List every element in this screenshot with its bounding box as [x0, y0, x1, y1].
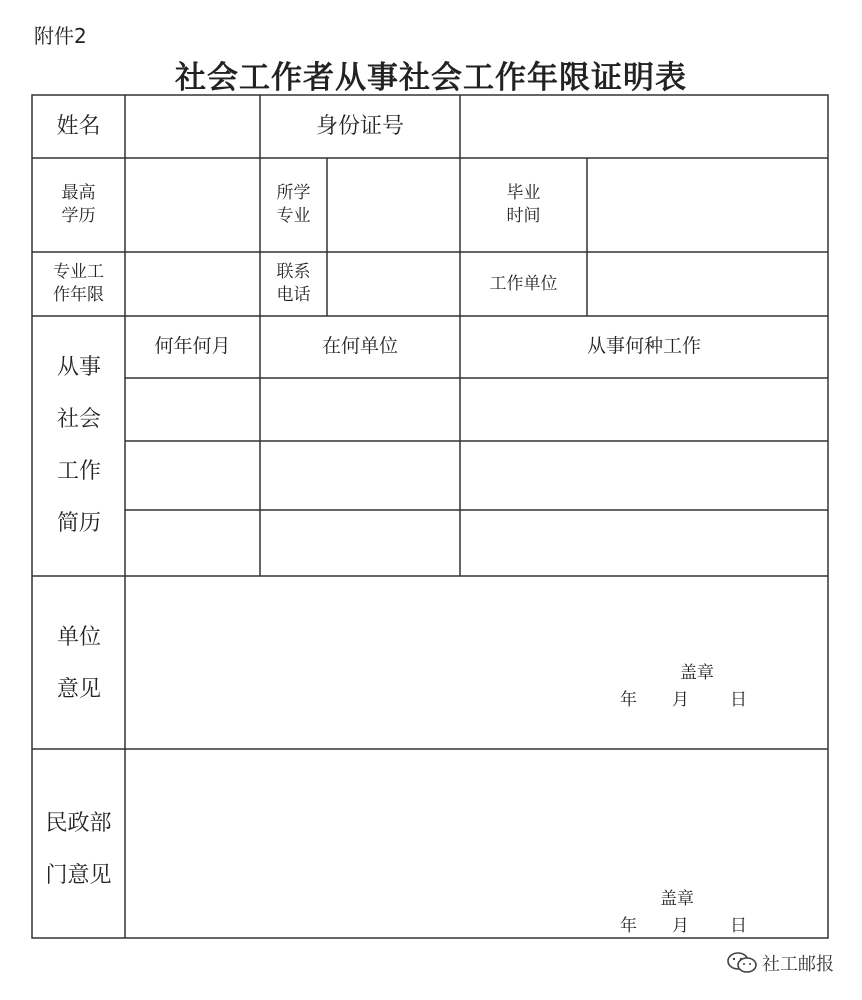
id-number-field[interactable] [460, 95, 828, 158]
watermark [726, 950, 834, 976]
civil-affairs-year-label: 年 [620, 916, 637, 936]
history-col-date: 何年何月 [154, 335, 231, 358]
history-section-label: 从事 社会 工作 简历 [56, 355, 101, 536]
civil-affairs-opinion-field[interactable] [125, 749, 828, 938]
watermark-text: 社工邮报 [762, 954, 834, 975]
civil-affairs-opinion-label: 民政部 门意见 [45, 811, 112, 888]
unit-year-label: 年 [620, 690, 637, 710]
history-row-1-work[interactable] [460, 378, 828, 441]
phone-field[interactable] [327, 252, 460, 316]
page-title: 社会工作者从事社会工作年限证明表 [175, 60, 687, 96]
name-field[interactable] [125, 95, 260, 158]
graduation-time-label: 毕业 时间 [506, 183, 541, 226]
unit-month-label: 月 [672, 690, 689, 710]
history-col-work: 从事何种工作 [586, 335, 701, 358]
history-row-2-unit[interactable] [260, 441, 460, 510]
name-label: 姓名 [56, 113, 101, 139]
history-row-3-date[interactable] [125, 510, 260, 576]
work-years-label: 专业工 作年限 [53, 262, 104, 305]
history-row-1-date[interactable] [125, 378, 260, 441]
history-row-2-date[interactable] [125, 441, 260, 510]
history-row-3-unit[interactable] [260, 510, 460, 576]
phone-label: 联系 电话 [276, 262, 311, 305]
civil-affairs-day-label: 日 [730, 916, 747, 936]
unit-opinion-field[interactable] [125, 576, 828, 749]
education-field[interactable] [125, 158, 260, 252]
unit-day-label: 日 [730, 690, 747, 710]
work-years-field[interactable] [125, 252, 260, 316]
civil-affairs-month-label: 月 [672, 916, 689, 936]
history-row-3-work[interactable] [460, 510, 828, 576]
history-row-1-unit[interactable] [260, 378, 460, 441]
history-row-2-work[interactable] [460, 441, 828, 510]
employer-field[interactable] [587, 252, 828, 316]
civil-affairs-seal-label: 盖章 [660, 889, 694, 909]
unit-seal-label: 盖章 [680, 663, 714, 683]
wechat-icon [726, 951, 758, 975]
attachment-label: 附件2 [34, 24, 87, 48]
major-field[interactable] [327, 158, 460, 252]
major-label: 所学 专业 [276, 183, 311, 226]
unit-opinion-label: 单位 意见 [56, 625, 101, 702]
graduation-time-field[interactable] [587, 158, 828, 252]
education-label: 最高 学历 [61, 183, 96, 226]
history-col-unit: 在何单位 [321, 335, 398, 358]
employer-label: 工作单位 [489, 273, 558, 294]
id-number-label: 身份证号 [315, 113, 404, 139]
